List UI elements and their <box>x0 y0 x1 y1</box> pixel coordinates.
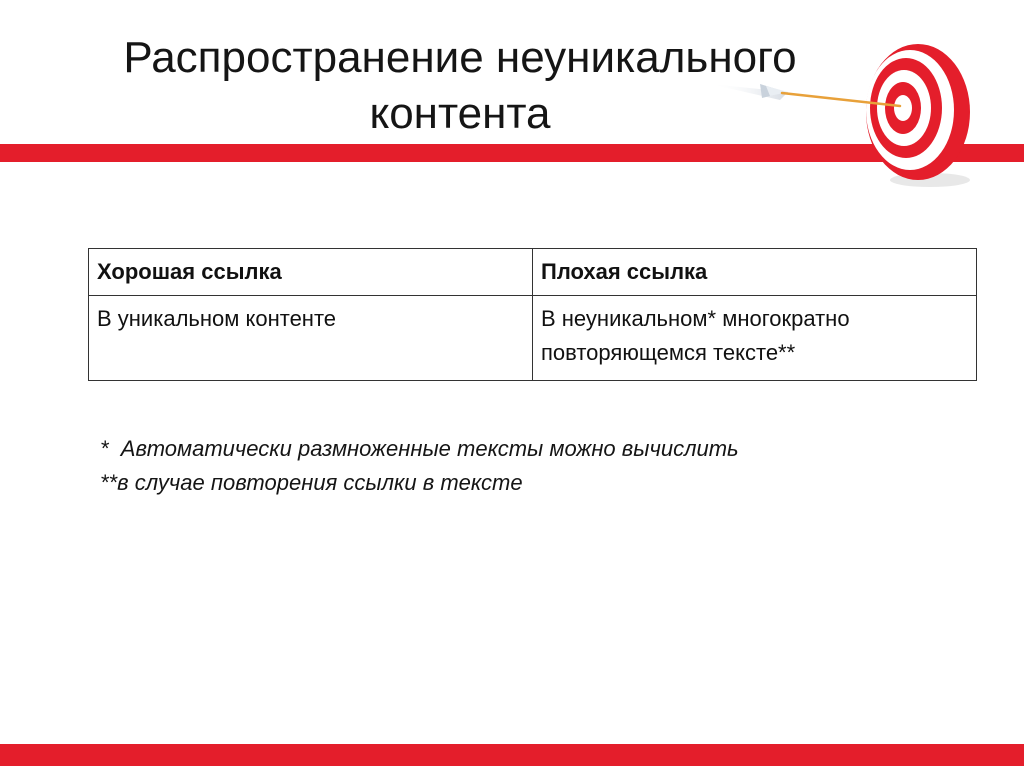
slide-title-line-1: Распространение неуникального <box>123 33 797 82</box>
cell-bad-link: В неуникальном* многократно повторяющемся тексте** <box>533 296 977 381</box>
link-comparison-table <box>88 248 977 381</box>
table-row <box>89 296 977 381</box>
slide-title-line-2: контента <box>369 89 551 138</box>
footnote-1: * Автоматически размноженные тексты можно вычислить <box>100 436 739 461</box>
header-bad-link: Плохая ссылка <box>533 249 977 296</box>
header-good-link: Хорошая ссылка <box>89 249 533 296</box>
bottom-red-bar <box>0 744 1024 766</box>
table-header-row <box>89 249 977 296</box>
cell-good-link: В уникальном контенте <box>89 296 533 381</box>
footnotes <box>100 432 739 500</box>
target-with-arrow-icon <box>700 32 990 202</box>
footnote-2: **в случае повторения ссылки в тексте <box>100 470 523 495</box>
